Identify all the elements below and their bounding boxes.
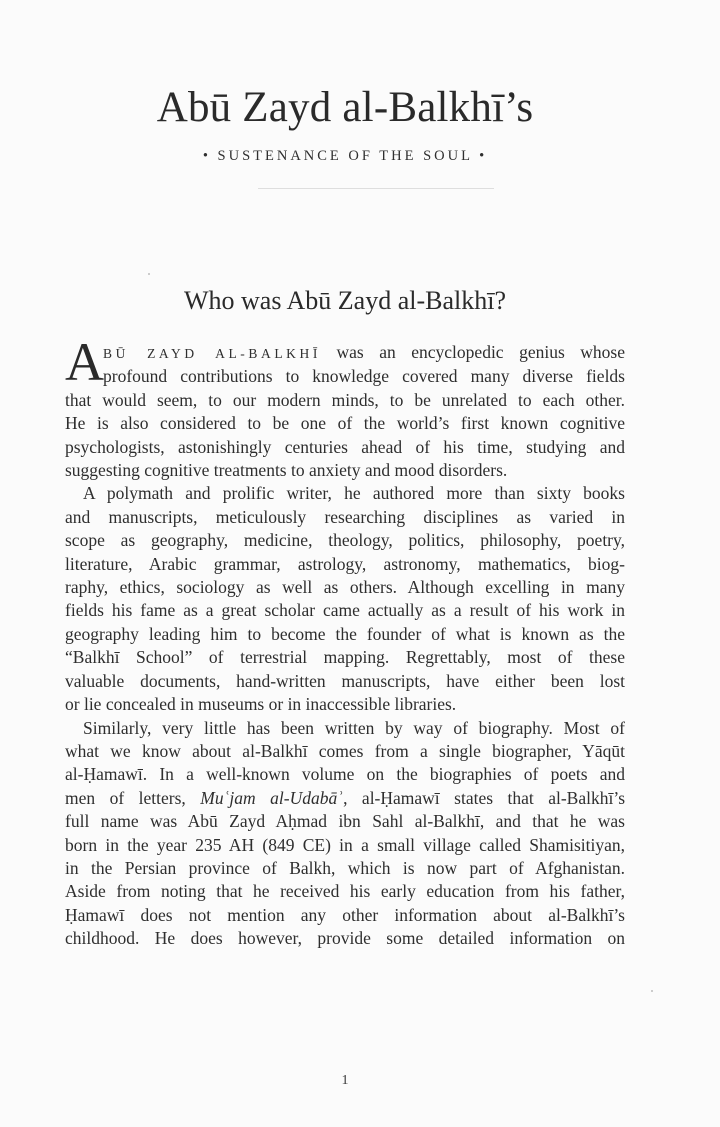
text-line: childhood. He does however, provide some detailed information on: [65, 928, 625, 949]
text-line: Ḥamawī does not mention any other information about al-Balkhī’s: [65, 904, 625, 925]
text-line: Aside from noting that he received his early education from his father,: [65, 881, 625, 902]
page-number: 1: [341, 1073, 349, 1088]
text-line: valuable documents, hand-written manuscripts, have either been lost: [65, 670, 625, 691]
book-title: Abū Zayd al-Balkhī’s: [156, 84, 534, 131]
text-line: and manuscripts, meticulously researching disciplines as varied in: [65, 506, 625, 527]
title-divider: [258, 188, 494, 189]
text-line: or lie concealed in museums or in inaccessible libraries.: [65, 694, 457, 715]
text-line: in the Persian province of Balkh, which is now part of Afghanistan.: [65, 857, 625, 878]
text-fragment: was an encyclopedic genius whose: [320, 342, 626, 362]
text-line: that would seem, to our modern minds, to be unrelated to each other.: [65, 389, 625, 410]
book-subtitle: • SUSTENANCE OF THE SOUL •: [202, 148, 488, 164]
text-line: raphy, ethics, sociology as well as others. Although excelling in many: [65, 577, 625, 598]
body-text: [65, 332, 626, 951]
book-title-italic: Muʿjam al-Udabāʾ: [200, 787, 344, 808]
drop-cap: A: [65, 332, 104, 392]
text-line: literature, Arabic grammar, astrology, astronomy, mathematics, biog-: [65, 553, 625, 574]
paper-speck: [148, 273, 150, 275]
text-line: what we know about al-Balkhī comes from a single biographer, Yāqūt: [65, 740, 625, 761]
text-fragment: , al-Ḥamawī states that al-Balkhī’s: [343, 787, 626, 808]
paragraph-3: [65, 717, 625, 951]
text-line: born in the year 235 AH (849 CE) in a small village called Shamisitiyan,: [65, 834, 625, 855]
paragraph-2: [65, 482, 625, 716]
text-fragment: men of letters,: [65, 787, 201, 808]
text-line: [65, 787, 625, 810]
text-line: A polymath and prolific writer, he authored more than sixty books: [83, 483, 625, 504]
text-line: al-Ḥamawī. In a well-known volume on the biographies of poets and: [65, 764, 625, 785]
paper-speck: [651, 990, 653, 992]
text-line: geography leading him to become the founder of what is known as the: [65, 623, 625, 644]
text-line: psychologists, astonishingly centuries ahead of his time, studying and: [65, 436, 625, 457]
text-line: suggesting cognitive treatments to anxiety and mood disorders.: [65, 460, 508, 481]
text-line: [65, 341, 625, 365]
text-line: profound contributions to knowledge covered many diverse fields: [103, 366, 625, 387]
text-line: “Balkhī School” of terrestrial mapping. Regrettably, most of these: [65, 647, 625, 668]
text-line: fields his fame as a great scholar came actually as a result of his work in: [65, 600, 625, 621]
text-line: He is also considered to be one of the world’s first known cognitive: [65, 413, 625, 434]
author-name-smallcaps: BŪ ZAYD AL-BALKHĪ: [103, 346, 321, 361]
paragraph-1: [65, 332, 626, 482]
text-line: scope as geography, medicine, theology, politics, philosophy, poetry,: [65, 530, 625, 551]
text-line: Similarly, very little has been written by way of biography. Most of: [83, 717, 625, 738]
text-line: full name was Abū Zayd Aḥmad ibn Sahl al-Balkhī, and that he was: [65, 811, 625, 832]
section-heading: Who was Abū Zayd al-Balkhī?: [183, 286, 507, 315]
